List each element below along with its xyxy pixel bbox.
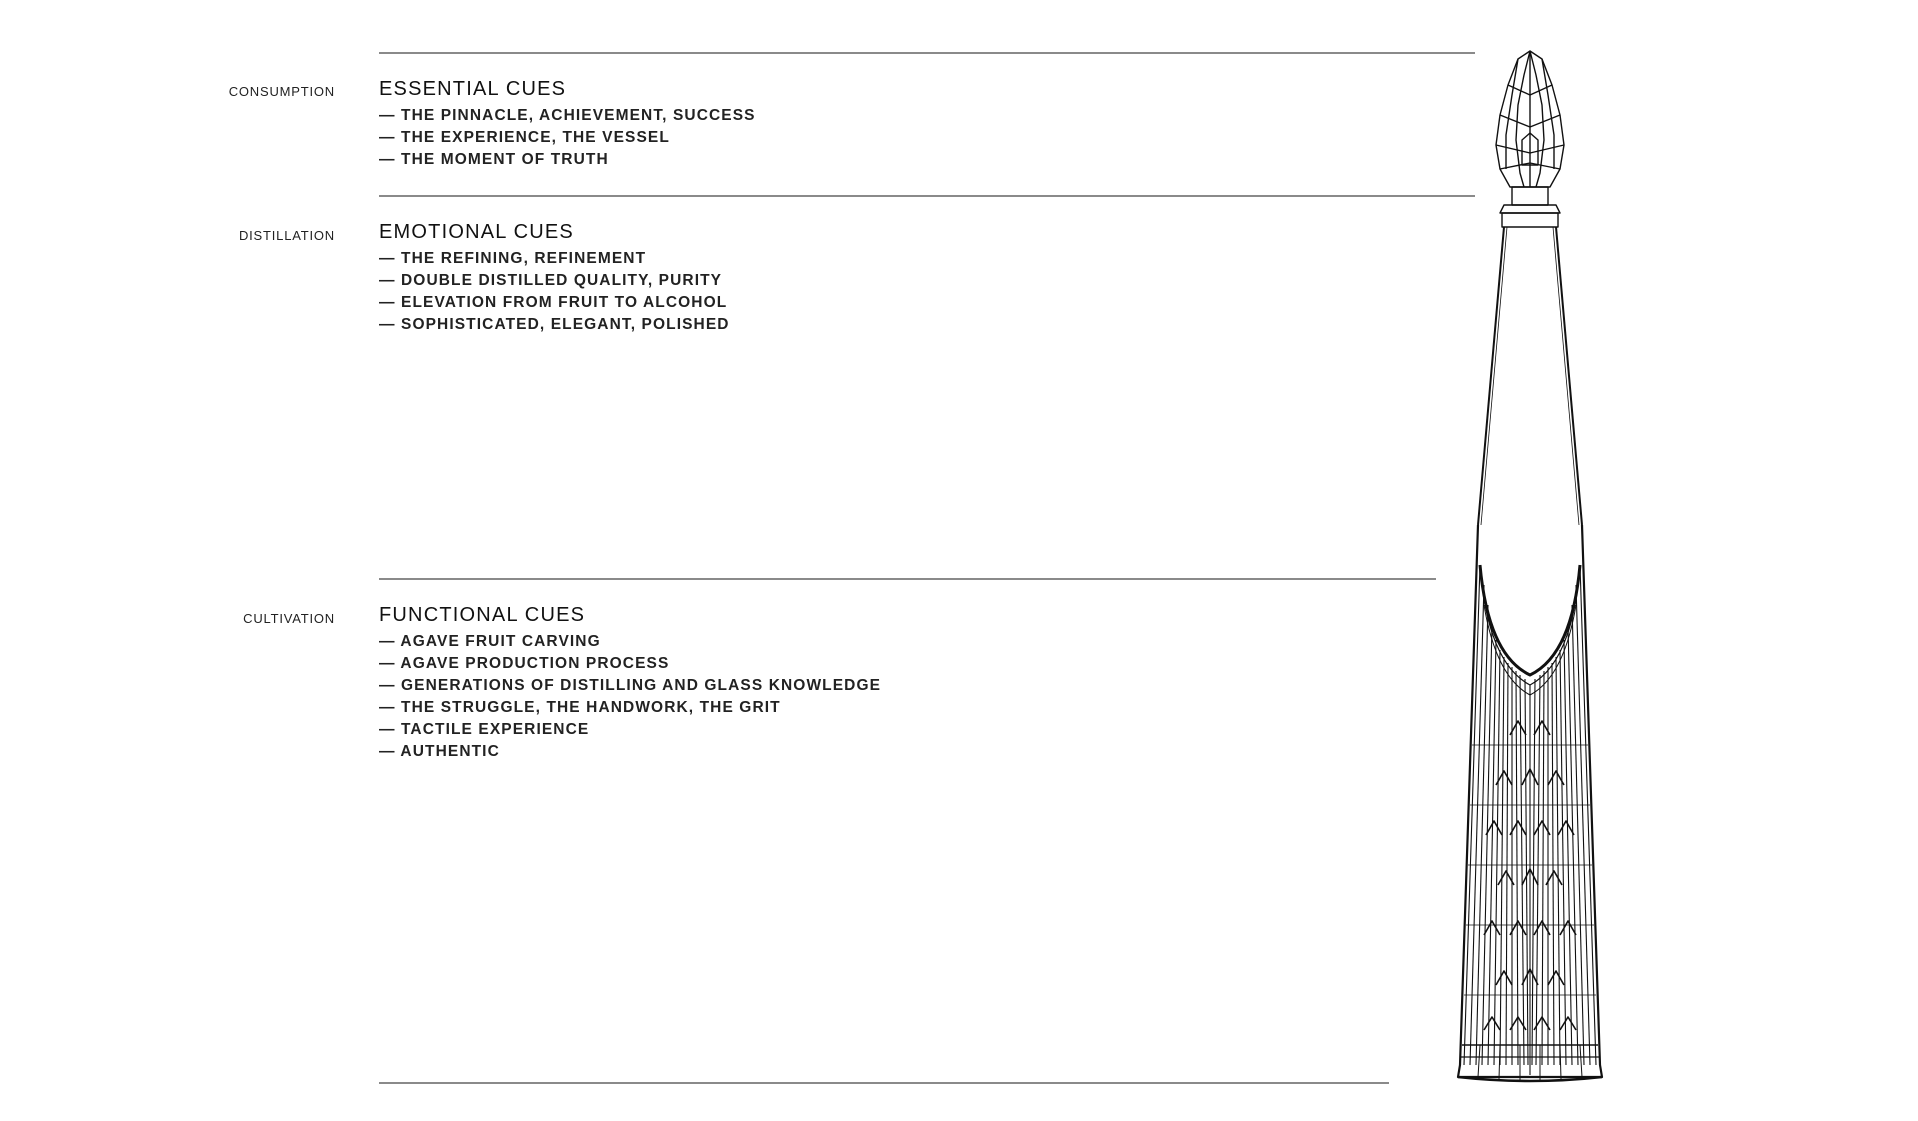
- section-label-consumption: CONSUMPTION: [228, 84, 335, 99]
- list-item: — AGAVE FRUIT CARVING: [379, 633, 601, 650]
- list-item: — THE STRUGGLE, THE HANDWORK, THE GRIT: [379, 699, 781, 716]
- bottle-neck: [1478, 227, 1582, 525]
- bottle-body: [1458, 525, 1602, 1081]
- list-item: — DOUBLE DISTILLED QUALITY, PURITY: [379, 272, 723, 289]
- bottle-stopper: [1496, 51, 1564, 227]
- section-cultivation: [379, 604, 881, 763]
- list-item: — THE PINNACLE, ACHIEVEMENT, SUCCESS: [379, 107, 756, 124]
- divider-bottom: [379, 1082, 1389, 1084]
- list-item: — GENERATIONS OF DISTILLING AND GLASS KNOWLEDGE: [379, 677, 882, 694]
- bottle-wireframe-illustration: [1400, 45, 1660, 1095]
- section-label-distillation: DISTILLATION: [238, 228, 335, 243]
- cue-list-essential: [379, 105, 756, 171]
- section-distillation: [379, 221, 730, 336]
- section-title-emotional-cues: EMOTIONAL CUES: [379, 221, 574, 243]
- list-item: — SOPHISTICATED, ELEGANT, POLISHED: [379, 316, 730, 333]
- list-item: — THE MOMENT OF TRUTH: [379, 151, 609, 168]
- list-item: — AUTHENTIC: [379, 743, 500, 760]
- divider-distillation-cultivation: [379, 578, 1436, 580]
- list-item: — THE REFINING, REFINEMENT: [379, 250, 647, 267]
- list-item: — ELEVATION FROM FRUIT TO ALCOHOL: [379, 294, 728, 311]
- list-item: — TACTILE EXPERIENCE: [379, 721, 590, 738]
- divider-top: [379, 52, 1475, 54]
- section-title-essential-cues: ESSENTIAL CUES: [379, 78, 567, 100]
- list-item: — THE EXPERIENCE, THE VESSEL: [379, 129, 670, 146]
- section-label-cultivation: CULTIVATION: [243, 611, 335, 626]
- cue-list-emotional: [379, 248, 730, 336]
- divider-consumption-distillation: [379, 195, 1475, 197]
- section-consumption: [379, 78, 756, 171]
- list-item: — AGAVE PRODUCTION PROCESS: [379, 655, 670, 672]
- cue-list-functional: [379, 631, 881, 763]
- section-title-functional-cues: FUNCTIONAL CUES: [379, 604, 586, 626]
